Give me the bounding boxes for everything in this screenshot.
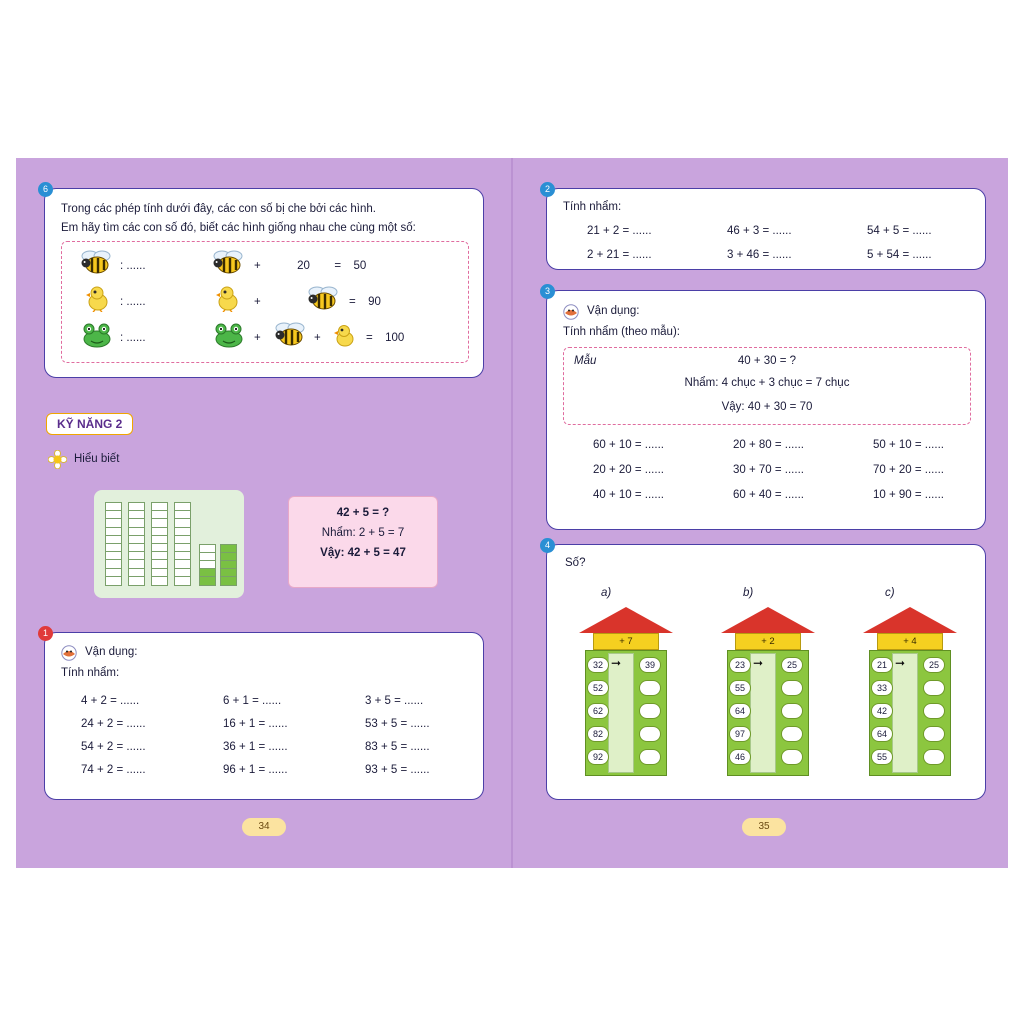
bee-icon [212, 250, 246, 276]
ten-rod [174, 502, 191, 586]
problem: 21 + 2 = ...... [587, 225, 652, 237]
exercise-3-card [544, 286, 986, 530]
plus-sign: + [254, 260, 261, 272]
problem: 46 + 3 = ...... [727, 225, 792, 237]
page-number-left: 34 [242, 818, 286, 836]
house-b-left-0: 23 [729, 657, 751, 673]
chick-icon [214, 286, 242, 312]
exercise-3-column-2 [733, 439, 804, 501]
arrow-right-icon: ➞ [611, 656, 622, 670]
house-a-left-4: 92 [587, 749, 609, 765]
bee-icon [307, 286, 341, 312]
equals-sign: = [349, 296, 356, 308]
problem: 40 + 10 = ...... [593, 489, 664, 501]
house-b-left-2: 64 [729, 703, 751, 719]
exercise-1-badge: 1 [38, 626, 53, 641]
house-a-label: a) [601, 587, 612, 599]
house-a-left-1: 52 [587, 680, 609, 696]
house-b-rule: + 2 [735, 633, 801, 650]
sample-line-2: Nhẩm: 4 chục + 3 chục = 7 chục [684, 377, 850, 389]
house-a-rule: + 7 [593, 633, 659, 650]
problem: 10 + 90 = ...... [873, 489, 944, 501]
ten-rod [128, 502, 145, 586]
unit-column [220, 544, 237, 586]
exercise-2-column-1 [587, 225, 652, 261]
arrow-right-icon: ➞ [753, 656, 764, 670]
equals-sign: = [334, 260, 342, 272]
problem: 93 + 5 = ...... [365, 764, 430, 776]
house-b-right-2[interactable] [781, 703, 803, 719]
house-c-left-2: 42 [871, 703, 893, 719]
book-spread [16, 158, 1008, 868]
exercise-1-column-3 [365, 695, 430, 776]
addend-20: 20 [297, 260, 310, 272]
house-b-left-4: 46 [729, 749, 751, 765]
problem: 6 + 1 = ...... [223, 695, 282, 707]
problem: 3 + 46 = ...... [727, 249, 792, 261]
bee-blank-1: : ...... [120, 260, 146, 272]
problem: 24 + 2 = ...... [81, 718, 146, 730]
exercise-2-badge: 2 [540, 182, 555, 197]
house-c-right-1[interactable] [923, 680, 945, 696]
problem: 20 + 20 = ...... [593, 464, 664, 476]
exercise-6-figure-area [61, 241, 469, 363]
exercise-3-column-1 [593, 439, 664, 501]
exercise-1-column-1 [81, 695, 146, 776]
house-c-left-3: 64 [871, 726, 893, 742]
callout-line-1: 42 + 5 = ? [336, 507, 390, 519]
sum-100: 100 [385, 332, 405, 344]
house-a-left-2: 62 [587, 703, 609, 719]
house-b-left-3: 97 [729, 726, 751, 742]
problem: 54 + 2 = ...... [81, 741, 146, 753]
house-b-left-1: 55 [729, 680, 751, 696]
exercise-2-column-3 [867, 225, 932, 261]
house-b-label: b) [743, 587, 754, 599]
house-a-right-2[interactable] [639, 703, 661, 719]
house-c-left-0: 21 [871, 657, 893, 673]
exercise-1-card [42, 628, 484, 800]
house-a-left-0: 32 [587, 657, 609, 673]
house-c-right-0: 25 [923, 657, 945, 673]
sum-90: 90 [368, 296, 381, 308]
problem: 60 + 40 = ...... [733, 489, 804, 501]
sample-line-1: 40 + 30 = ? [737, 355, 797, 367]
problem: 2 + 21 = ...... [587, 249, 652, 261]
problem: 20 + 80 = ...... [733, 439, 804, 451]
exercise-6-row-2-expr [349, 296, 381, 308]
roof-icon [579, 607, 673, 633]
problem: 30 + 70 = ...... [733, 464, 804, 476]
house-c-right-3[interactable] [923, 726, 945, 742]
exercise-3-badge: 3 [540, 284, 555, 299]
house-a-left-3: 82 [587, 726, 609, 742]
exercise-3-heading: Vận dụng: [587, 305, 640, 317]
roof-icon [863, 607, 957, 633]
ten-rod [151, 502, 168, 586]
problem: 60 + 10 = ...... [593, 439, 664, 451]
sample-box [563, 347, 971, 425]
problem: 36 + 1 = ...... [223, 741, 288, 753]
house-c-rule: + 4 [877, 633, 943, 650]
frog-blank: : ...... [120, 332, 146, 344]
exercise-6-row-3-expr [366, 332, 404, 344]
exercise-4-badge: 4 [540, 538, 555, 553]
house-a [579, 607, 673, 777]
bee-icon [274, 322, 308, 348]
house-c-right-2[interactable] [923, 703, 945, 719]
house-a-right-1[interactable] [639, 680, 661, 696]
exercise-6-line-1: Trong các phép tính dưới đây, các con số bị che bởi các hình. [61, 203, 376, 215]
exercise-1-subheading: Tính nhẩm: [61, 667, 120, 679]
plus-sign: + [314, 332, 321, 344]
apply-icon [563, 304, 579, 320]
exercise-3-column-3 [873, 439, 944, 501]
house-c [863, 607, 957, 777]
bee-icon [80, 250, 114, 276]
problem: 54 + 5 = ...... [867, 225, 932, 237]
exercise-2-card [544, 184, 986, 270]
problem: 96 + 1 = ...... [223, 764, 288, 776]
exercise-6-badge: 6 [38, 182, 53, 197]
problem: 50 + 10 = ...... [873, 439, 944, 451]
apply-icon [61, 645, 77, 661]
problem: 3 + 5 = ...... [365, 695, 424, 707]
chick-blank: : ...... [120, 296, 146, 308]
house-a-right-3[interactable] [639, 726, 661, 742]
base-ten-blocks [94, 490, 244, 598]
chick-icon [84, 286, 112, 312]
problem: 4 + 2 = ...... [81, 695, 140, 707]
problem: 70 + 20 = ...... [873, 464, 944, 476]
house-a-right-0: 39 [639, 657, 661, 673]
house-c-right-4[interactable] [923, 749, 945, 765]
problem: 83 + 5 = ...... [365, 741, 430, 753]
exercise-1-column-2 [223, 695, 288, 776]
exercise-2-heading: Tính nhẩm: [563, 201, 622, 213]
sum-50: 50 [353, 260, 367, 272]
equals-sign: = [366, 332, 373, 344]
problem: 74 + 2 = ...... [81, 764, 146, 776]
house-b-right-0: 25 [781, 657, 803, 673]
skill-label: KỸ NĂNG 2 [46, 413, 133, 435]
know-label: Hiểu biết [74, 453, 120, 465]
house-b-right-1[interactable] [781, 680, 803, 696]
problem: 5 + 54 = ...... [867, 249, 932, 261]
ten-rod [105, 502, 122, 586]
sample-line-3: Vậy: 40 + 30 = 70 [721, 401, 813, 413]
sample-label: Mẫu [574, 355, 597, 367]
exercise-2-column-2 [727, 225, 792, 261]
page-right [512, 158, 1008, 868]
house-a-right-4[interactable] [639, 749, 661, 765]
house-c-label: c) [885, 587, 895, 599]
exercise-3-subheading: Tính nhẩm (theo mẫu): [563, 326, 680, 338]
page-left [16, 158, 512, 868]
plus-sign: + [254, 332, 261, 344]
chick-icon [332, 324, 358, 348]
house-b [721, 607, 815, 777]
frog-icon [212, 322, 246, 348]
callout-line-3: Vậy: 42 + 5 = 47 [320, 547, 406, 559]
worked-example-callout [288, 496, 438, 588]
house-b-right-4[interactable] [781, 749, 803, 765]
problem: 53 + 5 = ...... [365, 718, 430, 730]
plus-sign: + [254, 296, 261, 308]
exercise-4-heading: Số? [565, 557, 586, 569]
house-b-right-3[interactable] [781, 726, 803, 742]
problem: 16 + 1 = ...... [223, 718, 288, 730]
house-c-left-4: 55 [871, 749, 893, 765]
house-c-left-1: 33 [871, 680, 893, 696]
page-number-right: 35 [742, 818, 786, 836]
flower-icon [48, 450, 67, 469]
exercise-6-row-1-expr [254, 260, 366, 272]
exercise-1-heading: Vận dụng: [85, 646, 138, 658]
callout-line-2: Nhẩm: 2 + 5 = 7 [321, 527, 405, 539]
exercise-4-card [544, 540, 986, 800]
arrow-right-icon: ➞ [895, 656, 906, 670]
exercise-6-line-2: Em hãy tìm các con số đó, biết các hình giống nhau che cùng một số: [61, 222, 416, 234]
roof-icon [721, 607, 815, 633]
unit-column [199, 544, 216, 586]
exercise-6-card [42, 184, 484, 378]
frog-icon [80, 322, 114, 348]
